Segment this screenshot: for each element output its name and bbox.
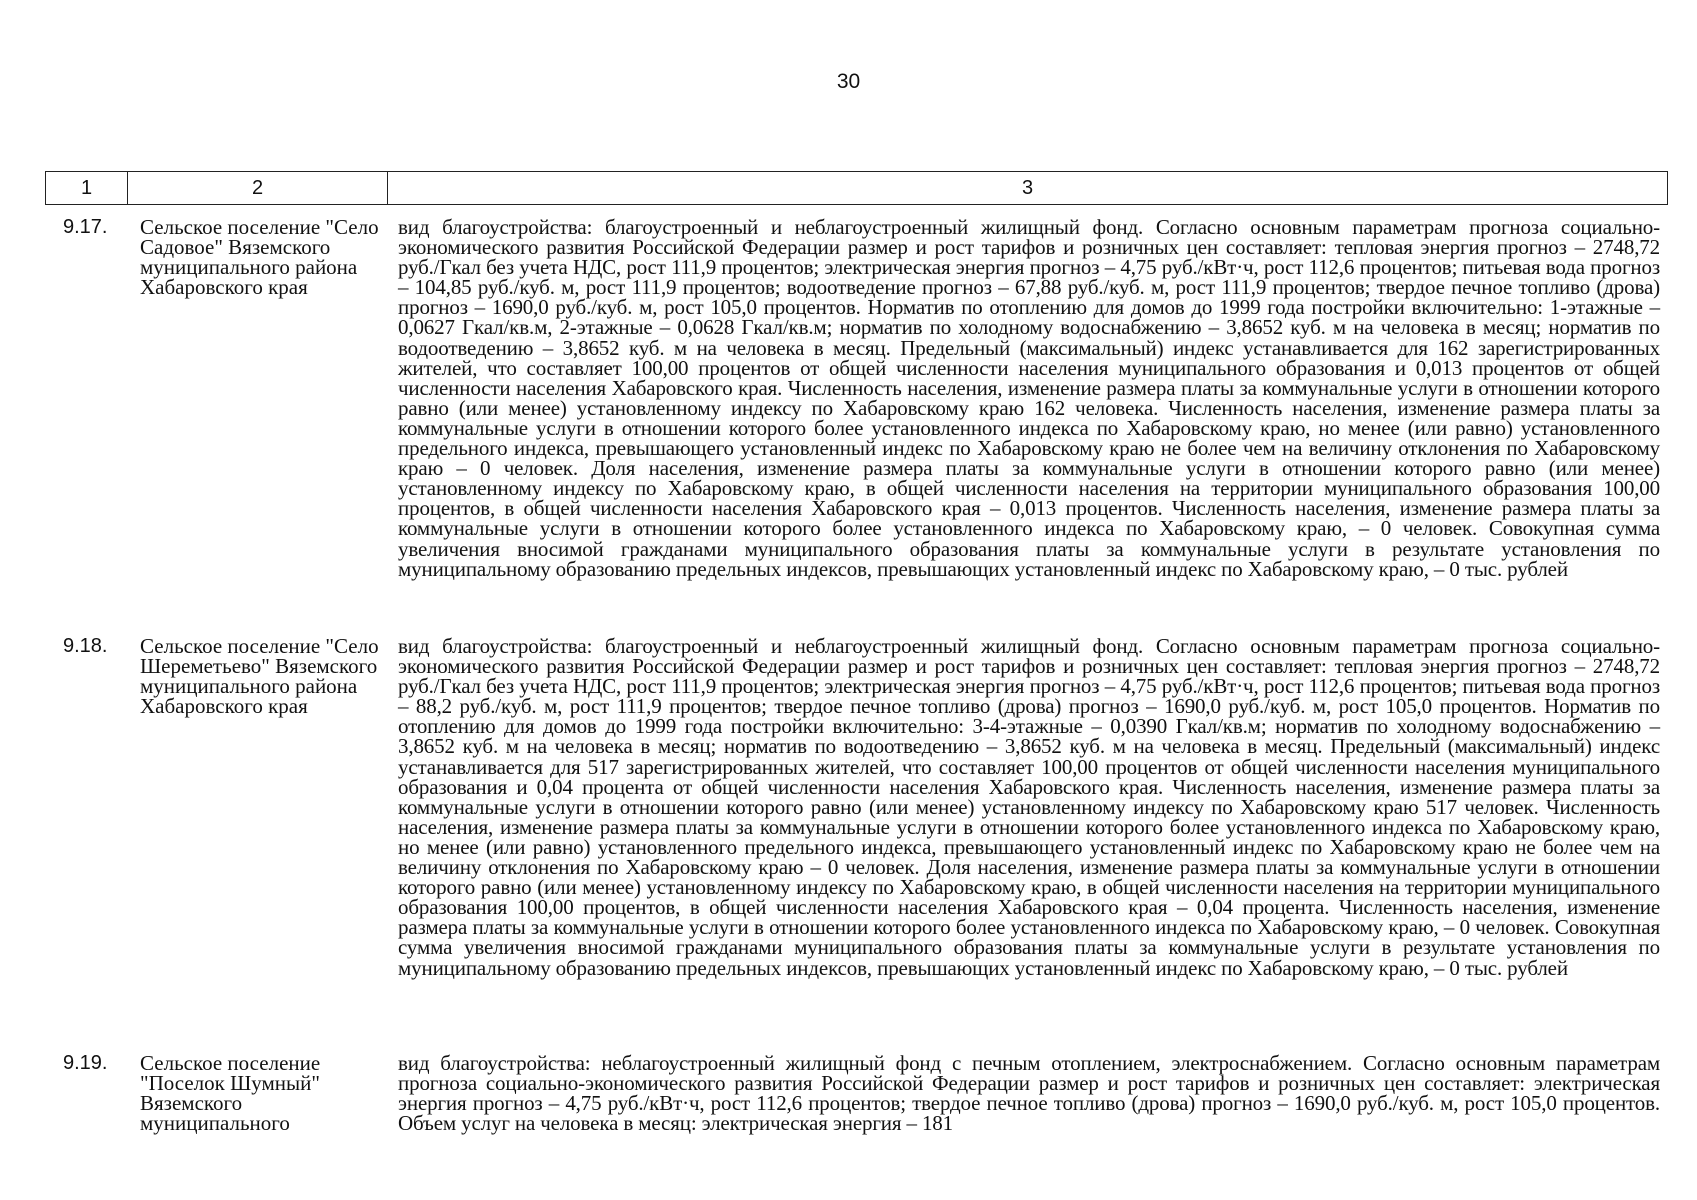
settlement-name: Сельское поселение "Село Шереметьево" Вяземского муниципального района Хабаровского края	[140, 634, 379, 719]
table-header-row	[45, 171, 1668, 205]
row-description: вид благоустройства: неблагоустроенный жилищный фонд с печным отоплением, электроснабжением. Согласно основным параметрам прогноза социально-экономического развития Российской Федерации размер и рост тарифов и розничных цен составляет: электрическая энергия прогноз – 4,75 руб./кВт·ч, рост 112,6 процентов; твердое печное топливо (дрова) прогноз – 1690,0 руб./куб. м, рост 105,0 процентов. Объем услуг на человека в месяц: электрическая энергия – 181	[398, 1051, 1660, 1136]
column-header-3: 3	[1021, 176, 1034, 199]
settlement-name: Сельское поселение "Село Садовое" Вяземского муниципального района Хабаровского края	[140, 215, 379, 300]
column-header-1: 1	[46, 172, 128, 204]
column-header-2: 2	[128, 172, 388, 204]
row-description: вид благоустройства: благоустроенный и неблагоустроенный жилищный фонд. Согласно основным параметрам прогноза социально-экономического развития Российской Федерации размер и рост тарифов и розничных цен составляет: тепловая энергия прогноз – 2748,72 руб./Гкал без учета НДС, рост 111,9 процентов; электрическая энергия прогноз – 4,75 руб./кВт·ч, рост 112,6 процентов; питьевая вода прогноз – 104,85 руб./куб. м, рост 111,9 процентов; водоотведение прогноз – 67,88 руб./куб. м, рост 111,9 процентов; твердое печное топливо (дрова) прогноз – 1690,0 руб./куб. м, рост 105,0 процентов. Норматив по отоплению для домов до 1999 года постройки включительно: 1-этажные – 0,0627 Гкал/кв.м, 2-этажные – 0,0628 Гкал/кв.м; норматив по холодному водоснабжению – 3,8652 куб. м на человека в месяц; норматив по водоотведению – 3,8652 куб. м на человека в месяц. Предельный (максимальный) индекс устанавливается для 162 зарегистрированных жителей, что составляет 100,00 процентов от общей численности населения муниципального образования и 0,013 процентов от общей численности населения Хабаровского края. Численность населения, изменение размера платы за коммунальные услуги в отношении которого равно (или менее) установленному индексу по Хабаровскому краю 162 человека. Численность населения, изменение размера платы за коммунальные услуги в отношении которого более установленного индекса по Хабаровскому краю, но менее (или равно) установленного предельного индекса, превышающего установленный индекс по Хабаровскому краю не более чем на величину отклонения по Хабаровскому краю – 0 человек. Доля населения, изменение размера платы за коммунальные услуги в отношении которого равно (или менее) установленному индексу по Хабаровскому краю, в общей численности населения на территории муниципального образования 100,00 процентов, в общей численности населения Хабаровского края – 0,013 процентов. Численность населения, изменение размера платы за коммунальные услуги в отношении которого более установленного индекса по Хабаровскому краю, – 0 человек. Совокупная сумма увеличения вносимой гражданами муниципального образования платы за коммунальные услуги в результате установления по муниципальному образованию предельных индексов, превышающих установленный индекс по Хабаровскому краю, – 0 тыс. рублей	[398, 215, 1660, 581]
row-number: 9.18.	[63, 635, 108, 657]
row-description: вид благоустройства: благоустроенный и неблагоустроенный жилищный фонд. Согласно основным параметрам прогноза социально-экономического развития Российской Федерации размер и рост тарифов и розничных цен составляет: тепловая энергия прогноз – 2748,72 руб./Гкал без учета НДС, рост 111,9 процентов; электрическая энергия прогноз – 4,75 руб./кВт·ч, рост 112,6 процентов; питьевая вода прогноз – 88,2 руб./куб. м, рост 111,9 процентов; твердое печное топливо (дрова) прогноз – 1690,0 руб./куб. м, рост 105,0 процентов. Норматив по отоплению для домов до 1999 года постройки включительно: 3-4-этажные – 0,0390 Гкал/кв.м; норматив по холодному водоснабжению – 3,8652 куб. м на человека в месяц; норматив по водоотведению – 3,8652 куб. м на человека в месяц. Предельный (максимальный) индекс устанавливается для 517 зарегистрированных жителей, что составляет 100,00 процентов от общей численности населения муниципального образования и 0,04 процента от общей численности населения Хабаровского края. Численность населения, изменение размера платы за коммунальные услуги в отношении которого равно (или менее) установленному индексу по Хабаровскому краю 517 человек. Численность населения, изменение размера платы за коммунальные услуги в отношении которого более установленного индекса по Хабаровскому краю, но менее (или равно) установленного предельного индекса, превышающего установленный индекс по Хабаровскому краю не более чем на величину отклонения по Хабаровскому краю – 0 человек. Доля населения, изменение размера платы за коммунальные услуги в отношении которого равно (или менее) установленному индексу по Хабаровскому краю, в общей численности населения на территории муниципального образования 100,00 процентов, в общей численности населения Хабаровского края – 0,04 процента. Численность населения, изменение размера платы за коммунальные услуги в отношении которого более установленного индекса по Хабаровскому краю, – 0 человек. Совокупная сумма увеличения вносимой гражданами муниципального образования платы за коммунальные услуги в результате установления по муниципальному образованию предельных индексов, превышающих установленный индекс по Хабаровскому краю, – 0 тыс. рублей	[398, 634, 1660, 980]
page-number: 30	[836, 70, 861, 93]
row-number: 9.17.	[63, 216, 108, 238]
settlement-name: Сельское поселение "Поселок Шумный" Вяземского муниципального	[140, 1051, 321, 1136]
row-number: 9.19.	[63, 1052, 108, 1074]
